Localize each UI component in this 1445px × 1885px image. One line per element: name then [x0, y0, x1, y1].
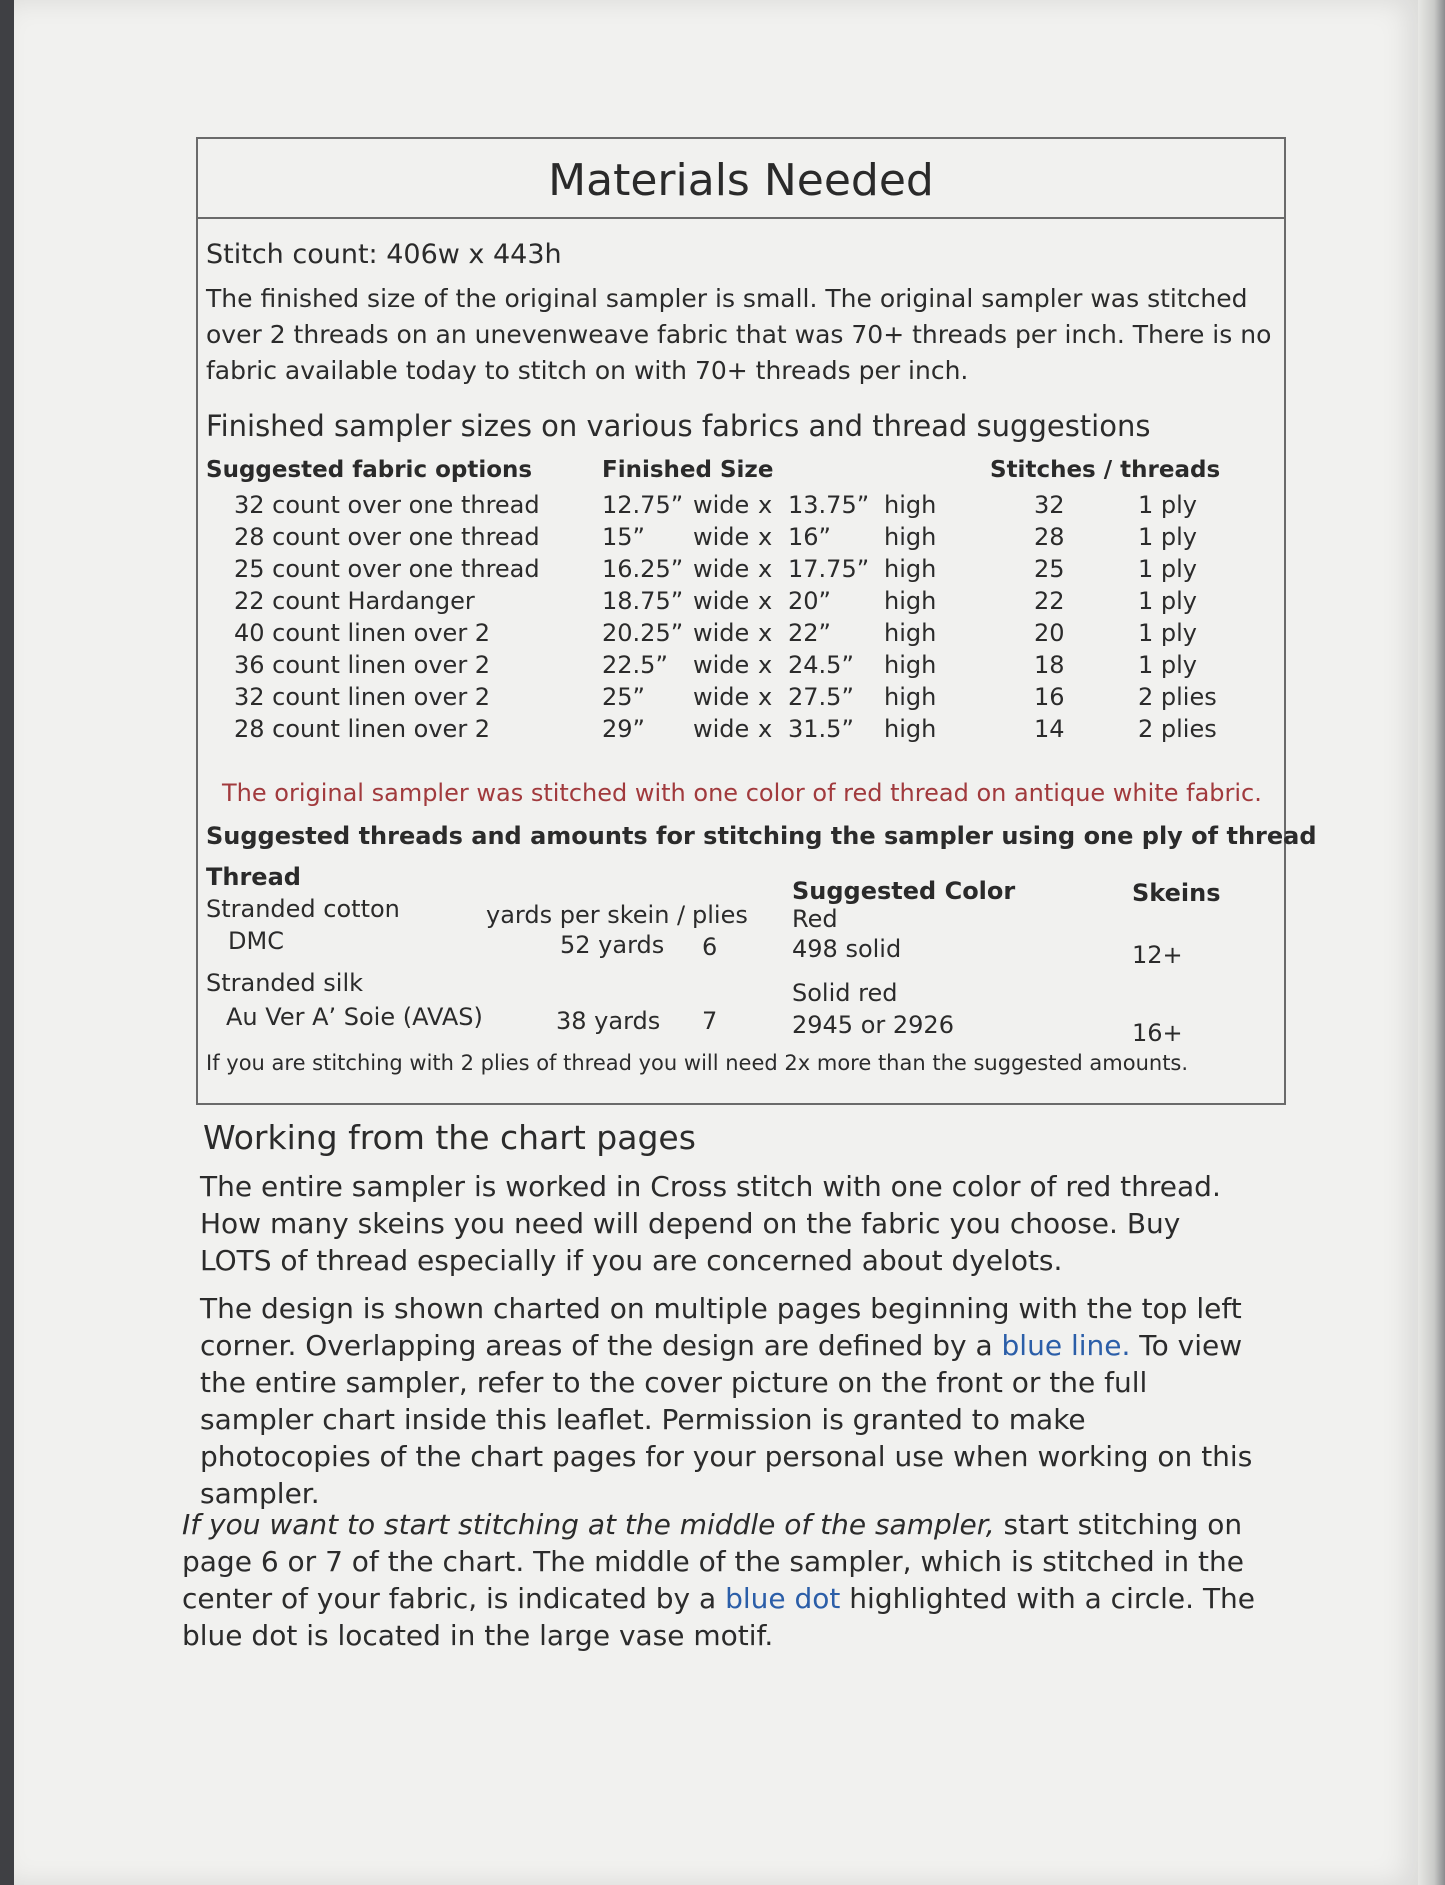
wide-cell: wide [693, 715, 750, 743]
table-row [198, 715, 1284, 747]
header-fabric: Suggested fabric options [206, 457, 533, 483]
stitches-cell: 18 [1034, 651, 1065, 679]
wide-cell: wide [693, 555, 750, 583]
x-cell: x [758, 683, 773, 711]
stitches-cell: 16 [1034, 683, 1065, 711]
table-row [198, 683, 1284, 715]
fabric-cell: 40 count linen over 2 [234, 619, 491, 647]
intro-paragraph: The finished size of the original sampler is small. The original sampler was stitched over 2 threads on an unevenweave fabric that was 70+ threads per inch. There is no fabric available today to stitch on with 70+ threads per inch. [206, 284, 1272, 385]
table-row [198, 651, 1284, 683]
stitches-cell: 32 [1034, 491, 1065, 519]
cotton-name: DMC [228, 927, 284, 955]
stitches-cell: 20 [1034, 619, 1065, 647]
table-row [198, 555, 1284, 587]
threads-heading: Suggested threads and amounts for stitching the sampler using one ply of thread [206, 822, 1317, 850]
x-cell: x [758, 555, 773, 583]
x-cell: x [758, 523, 773, 551]
footnote: If you are stitching with 2 plies of thread you will need 2x more than the suggested amounts. [206, 1051, 1189, 1075]
working-para-2 [200, 1290, 1260, 1512]
stitches-cell: 14 [1034, 715, 1065, 743]
x-cell: x [758, 715, 773, 743]
cotton-color: 498 solid [792, 935, 902, 963]
ply-cell: 1 ply [1138, 651, 1198, 679]
fabric-cell: 22 count Hardanger [234, 587, 475, 615]
cotton-yards: 52 yards [560, 931, 665, 959]
para3-text-c: highlighted with a circle. The blue dot is located in the large vase motif. [182, 1582, 1256, 1652]
blue-dot-text: blue dot [725, 1582, 841, 1615]
height-cell: 24.5” [788, 651, 854, 679]
cotton-color-name: Red [792, 905, 838, 933]
height-cell: 13.75” [788, 491, 870, 519]
height-cell: 17.75” [788, 555, 870, 583]
para2-text-a: The design is shown charted on multiple pages beginning with the top left corner. Overlapping areas of the design are defined by a [200, 1292, 1242, 1362]
width-cell: 18.75” [602, 587, 684, 615]
original-note: The original sampler was stitched with one color of red thread on antique white fabric. [222, 779, 1262, 807]
wide-cell: wide [693, 587, 750, 615]
table-row [198, 491, 1284, 523]
ply-cell: 2 plies [1138, 683, 1217, 711]
header-stitches: Stitches / threads [990, 457, 1221, 483]
wide-cell: wide [693, 683, 750, 711]
table-row [198, 587, 1284, 619]
fabric-cell: 28 count linen over 2 [234, 715, 491, 743]
sizes-heading: Finished sampler sizes on various fabrics and thread suggestions [206, 409, 1151, 443]
height-cell: 16” [788, 523, 831, 551]
table-row [198, 619, 1284, 651]
height-cell: 31.5” [788, 715, 854, 743]
high-cell: high [884, 491, 937, 519]
materials-title: Materials Needed [198, 139, 1284, 219]
cotton-skeins: 12+ [1132, 941, 1183, 969]
height-cell: 22” [788, 619, 831, 647]
high-cell: high [884, 715, 937, 743]
ply-cell: 2 plies [1138, 715, 1217, 743]
silk-skeins: 16+ [1132, 1019, 1183, 1047]
silk-color-name: Solid red [792, 979, 898, 1007]
high-cell: high [884, 651, 937, 679]
ply-cell: 1 ply [1138, 523, 1198, 551]
stitch-count: Stitch count: 406w x 443h [206, 239, 562, 270]
wide-cell: wide [693, 491, 750, 519]
silk-yards: 38 yards [556, 1007, 661, 1035]
blue-line-text: blue line. [1001, 1329, 1131, 1362]
working-heading: Working from the chart pages [203, 1118, 696, 1157]
skeins-header: Skeins [1132, 879, 1221, 907]
height-cell: 20” [788, 587, 831, 615]
silk-name: Au Ver A’ Soie (AVAS) [226, 1003, 483, 1031]
x-cell: x [758, 491, 773, 519]
para3-italic: If you want to start stitching at the middle of the sampler, [182, 1508, 995, 1541]
wide-cell: wide [693, 651, 750, 679]
ply-cell: 1 ply [1138, 555, 1198, 583]
high-cell: high [884, 523, 937, 551]
working-para-1: The entire sampler is worked in Cross stitch with one color of red thread. How many skeins you need will depend on the fabric you choose. Buy LOTS of thread especially if you are concerned about dyelots. [200, 1170, 1221, 1277]
width-cell: 20.25” [602, 619, 684, 647]
thread-header: Thread [206, 863, 301, 891]
fabric-cell: 36 count linen over 2 [234, 651, 491, 679]
para3-text-b: start stitching on page 6 or 7 of the chart. The middle of the sampler, which is stitched in the center of your fabric, is indicated by a [182, 1508, 1244, 1615]
plies-header: plies [692, 901, 748, 929]
width-cell: 16.25” [602, 555, 684, 583]
high-cell: high [884, 555, 937, 583]
width-cell: 15” [602, 523, 645, 551]
stitches-cell: 28 [1034, 523, 1065, 551]
fabric-cell: 28 count over one thread [234, 523, 540, 551]
para2-text-b: To view the entire sampler, refer to the cover picture on the front or the full sampler chart inside this leaflet. Permission is granted to make photocopies of the chart pages for your personal use when working on this sampler. [200, 1329, 1253, 1510]
cotton-plies: 6 [702, 933, 718, 961]
high-cell: high [884, 683, 937, 711]
width-cell: 22.5” [602, 651, 668, 679]
header-finished: Finished Size [602, 457, 774, 483]
wide-cell: wide [693, 523, 750, 551]
high-cell: high [884, 619, 937, 647]
table-row [198, 523, 1284, 555]
ply-cell: 1 ply [1138, 619, 1198, 647]
stitches-cell: 25 [1034, 555, 1065, 583]
fabric-cell: 32 count over one thread [234, 491, 540, 519]
fabric-cell: 32 count linen over 2 [234, 683, 491, 711]
cotton-type: Stranded cotton [206, 895, 400, 923]
x-cell: x [758, 651, 773, 679]
width-cell: 29” [602, 715, 645, 743]
materials-box [196, 137, 1317, 1105]
high-cell: high [884, 587, 937, 615]
ply-cell: 1 ply [1138, 587, 1198, 615]
wide-cell: wide [693, 619, 750, 647]
silk-color: 2945 or 2926 [792, 1011, 954, 1039]
x-cell: x [758, 619, 773, 647]
stitches-cell: 22 [1034, 587, 1065, 615]
silk-type: Stranded silk [206, 969, 364, 997]
width-cell: 12.75” [602, 491, 684, 519]
page-edge [1418, 0, 1445, 1885]
silk-plies: 7 [702, 1007, 718, 1035]
working-para-3 [182, 1506, 1262, 1654]
ply-cell: 1 ply [1138, 491, 1198, 519]
fabric-cell: 25 count over one thread [234, 555, 540, 583]
height-cell: 27.5” [788, 683, 854, 711]
x-cell: x [758, 587, 773, 615]
yards-header: yards per skein / [486, 901, 686, 929]
width-cell: 25” [602, 683, 645, 711]
color-header: Suggested Color [792, 877, 1016, 905]
